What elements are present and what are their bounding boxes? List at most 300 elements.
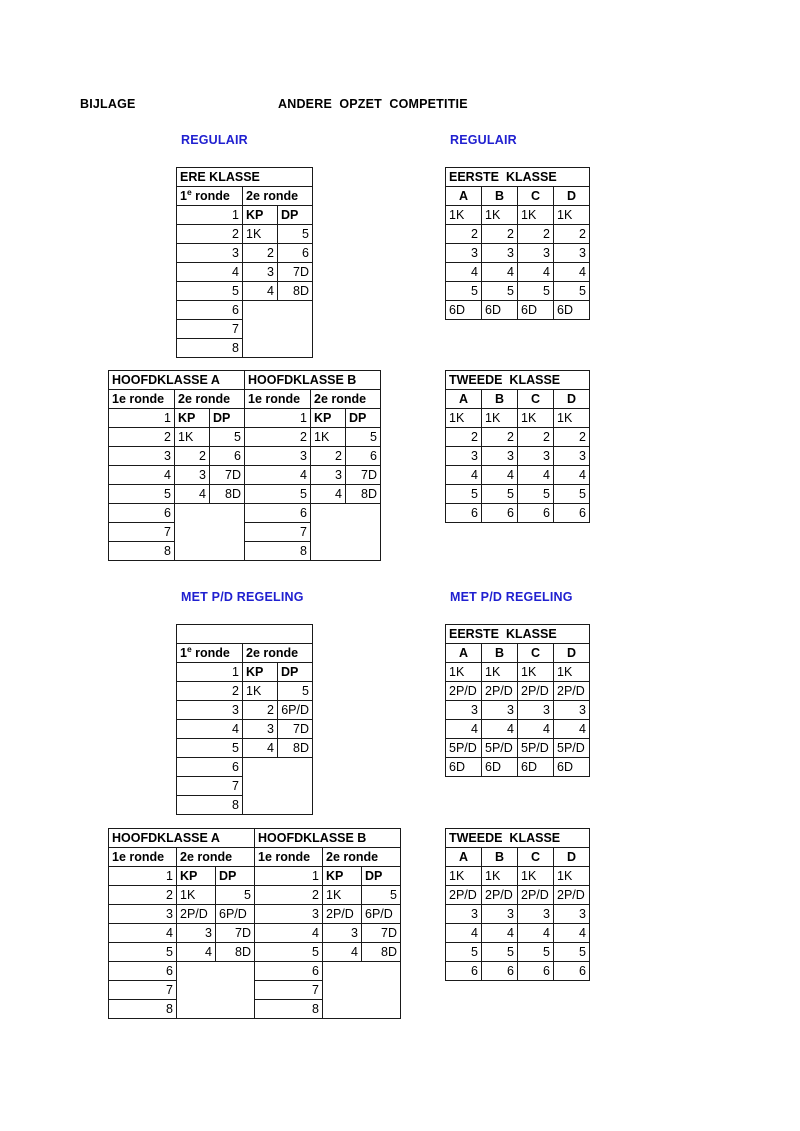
cell-c: 2P/D	[518, 682, 554, 701]
table-eerste-klasse	[445, 167, 590, 320]
cell-a: 6	[446, 962, 482, 981]
table-row-subhead	[177, 187, 313, 206]
table-row	[446, 867, 590, 886]
colheader-d: D	[554, 644, 590, 663]
cell-b: 5	[482, 943, 518, 962]
subheader-1e-ronde: 1e ronde	[177, 644, 243, 663]
cell-d: 2	[554, 428, 590, 447]
cell-kp-a: 2P/D	[177, 905, 216, 924]
cell-ronde1-a: 3	[109, 905, 177, 924]
cell-ronde1-b: 4	[255, 924, 323, 943]
table-row	[177, 225, 313, 244]
table-row	[446, 943, 590, 962]
cell-ronde1-a: 4	[109, 924, 177, 943]
cell-ronde1: 5	[177, 739, 243, 758]
colheader-kp: KP	[243, 663, 278, 682]
cell-b: 3	[482, 447, 518, 466]
cell-c: 4	[518, 263, 554, 282]
cell-c: 4	[518, 924, 554, 943]
cell-a: 3	[446, 244, 482, 263]
cell-ronde1-a: 8	[109, 542, 175, 561]
table-row	[109, 924, 401, 943]
table-row	[446, 409, 590, 428]
cell-d: 1K	[554, 206, 590, 225]
cell-b: 3	[482, 701, 518, 720]
cell-b: 4	[482, 263, 518, 282]
cell-b: 3	[482, 244, 518, 263]
table-row	[177, 282, 313, 301]
table-row	[109, 905, 401, 924]
table-title-ere-klasse: ERE KLASSE	[177, 168, 313, 187]
cell-kp: 1K	[243, 225, 278, 244]
cell-dp-a: 7D	[210, 466, 245, 485]
table-row	[109, 466, 381, 485]
cell-b: 5	[482, 485, 518, 504]
table-row-colheads	[446, 187, 590, 206]
table-row-colheads	[446, 390, 590, 409]
colheader-a: A	[446, 644, 482, 663]
table-row	[446, 428, 590, 447]
colheader-c: C	[518, 390, 554, 409]
cell-a: 5	[446, 943, 482, 962]
document-title: ANDERE OPZET COMPETITIE	[278, 97, 468, 111]
colheader-c: C	[518, 187, 554, 206]
cell-ronde1: 8	[177, 339, 243, 358]
cell-b: 4	[482, 720, 518, 739]
cell-a: 2P/D	[446, 886, 482, 905]
colheader-d: D	[554, 848, 590, 867]
cell-ronde1-b: 6	[245, 504, 311, 523]
table-row	[177, 206, 313, 225]
cell-ronde1-b: 3	[245, 447, 311, 466]
cell-d: 1K	[554, 409, 590, 428]
colheader-kp-a: KP	[175, 409, 210, 428]
cell-c: 6	[518, 504, 554, 523]
cell-ronde1-a: 5	[109, 943, 177, 962]
colheader-a: A	[446, 848, 482, 867]
table-row	[446, 466, 590, 485]
cell-ronde1-a: 2	[109, 428, 175, 447]
table-title-pd-hoofdklasse-b: HOOFDKLASSE B	[255, 829, 401, 848]
cell-a: 4	[446, 720, 482, 739]
table-row-title	[446, 829, 590, 848]
cell-ronde1-b: 7	[255, 981, 323, 1000]
cell-kp: 2	[243, 244, 278, 263]
cell-d: 2	[554, 225, 590, 244]
cell-d: 1K	[554, 867, 590, 886]
cell-kp-b: 3	[311, 466, 346, 485]
cell-b: 2P/D	[482, 886, 518, 905]
cell-c: 3	[518, 701, 554, 720]
colheader-b: B	[482, 390, 518, 409]
table-row	[446, 485, 590, 504]
table-row	[109, 943, 401, 962]
table-row-colheads	[446, 644, 590, 663]
cell-ronde1-a: 7	[109, 981, 177, 1000]
cell-ronde1-a: 8	[109, 1000, 177, 1019]
colheader-kp: KP	[243, 206, 278, 225]
cell-c: 1K	[518, 409, 554, 428]
cell-ronde1-b: 8	[255, 1000, 323, 1019]
cell-dp: 5	[278, 225, 313, 244]
subheader-1e-ronde-a: 1e ronde	[109, 848, 177, 867]
table-row	[446, 225, 590, 244]
cell-dp-a: 6P/D	[216, 905, 255, 924]
cell-dp-b: 5	[346, 428, 381, 447]
cell-a: 4	[446, 263, 482, 282]
cell-d: 1K	[554, 663, 590, 682]
table-row-title	[177, 168, 313, 187]
colheader-c: C	[518, 644, 554, 663]
subheader-2e-ronde: 2e ronde	[243, 187, 313, 206]
cell-kp: 3	[243, 720, 278, 739]
table-row	[446, 504, 590, 523]
cell-b: 2	[482, 225, 518, 244]
cell-kp: 4	[243, 282, 278, 301]
cell-ronde1-a: 1	[109, 409, 175, 428]
cell-a: 1K	[446, 663, 482, 682]
cell-d: 5	[554, 485, 590, 504]
cell-ronde1-b: 2	[255, 886, 323, 905]
cell-a: 3	[446, 447, 482, 466]
table-row	[446, 682, 590, 701]
cell-d: 4	[554, 263, 590, 282]
cell-kp-b: 4	[323, 943, 362, 962]
cell-c: 1K	[518, 663, 554, 682]
cell-b: 4	[482, 924, 518, 943]
cell-kp: 4	[243, 739, 278, 758]
cell-dp-a: 5	[210, 428, 245, 447]
cell-dp: 6	[278, 244, 313, 263]
table-row	[109, 428, 381, 447]
cell-kp-a: 1K	[177, 886, 216, 905]
cell-ronde1: 6	[177, 301, 243, 320]
table-row	[446, 924, 590, 943]
cell-d: 6D	[554, 758, 590, 777]
table-tweede-klasse	[445, 370, 590, 523]
bijlage-label: BIJLAGE	[80, 97, 136, 111]
table-title-pd-hoofdklasse-a: HOOFDKLASSE A	[109, 829, 255, 848]
subheader-2e-ronde-b: 2e ronde	[311, 390, 381, 409]
cell-empty-merged-a	[175, 504, 245, 561]
cell-d: 4	[554, 720, 590, 739]
cell-ronde1: 3	[177, 701, 243, 720]
cell-ronde1-b: 1	[255, 867, 323, 886]
cell-b: 1K	[482, 867, 518, 886]
cell-d: 4	[554, 924, 590, 943]
cell-c: 5P/D	[518, 739, 554, 758]
cell-b: 1K	[482, 663, 518, 682]
table-title-pd-ere-klasse	[177, 625, 313, 644]
colheader-dp: DP	[278, 206, 313, 225]
cell-dp-b: 7D	[362, 924, 401, 943]
cell-d: 3	[554, 701, 590, 720]
cell-dp-b: 8D	[346, 485, 381, 504]
cell-ronde1-b: 2	[245, 428, 311, 447]
cell-empty-merged-a	[177, 962, 255, 1019]
cell-ronde1-b: 3	[255, 905, 323, 924]
colheader-b: B	[482, 644, 518, 663]
table-row-title	[177, 625, 313, 644]
cell-ronde1-a: 3	[109, 447, 175, 466]
subheader-2e-ronde-a: 2e ronde	[177, 848, 255, 867]
cell-b: 6D	[482, 758, 518, 777]
cell-ronde1-b: 4	[245, 466, 311, 485]
cell-kp-b: 1K	[323, 886, 362, 905]
cell-b: 5	[482, 282, 518, 301]
table-row	[109, 867, 401, 886]
table-row	[109, 504, 381, 523]
cell-b: 2	[482, 428, 518, 447]
cell-ronde1-b: 7	[245, 523, 311, 542]
cell-d: 3	[554, 905, 590, 924]
subheader-1e-ronde-b: 1e ronde	[245, 390, 311, 409]
cell-c: 4	[518, 720, 554, 739]
cell-ronde1-a: 6	[109, 962, 177, 981]
subheader-1e-ronde-a: 1e ronde	[109, 390, 175, 409]
colheader-dp-a: DP	[210, 409, 245, 428]
section-heading-regulair-left: REGULAIR	[181, 133, 248, 147]
cell-b: 4	[482, 466, 518, 485]
cell-d: 3	[554, 447, 590, 466]
cell-kp-a: 2	[175, 447, 210, 466]
cell-kp-b: 2P/D	[323, 905, 362, 924]
colheader-b: B	[482, 848, 518, 867]
cell-d: 4	[554, 466, 590, 485]
cell-a: 4	[446, 466, 482, 485]
cell-d: 5	[554, 943, 590, 962]
cell-a: 1K	[446, 867, 482, 886]
table-row	[446, 886, 590, 905]
cell-c: 6D	[518, 301, 554, 320]
cell-dp: 7D	[278, 720, 313, 739]
cell-dp: 8D	[278, 739, 313, 758]
cell-kp-a: 4	[175, 485, 210, 504]
cell-kp: 1K	[243, 682, 278, 701]
table-row	[446, 282, 590, 301]
table-title-pd-tweede-klasse: TWEEDE KLASSE	[446, 829, 590, 848]
cell-a: 2	[446, 428, 482, 447]
cell-c: 2	[518, 428, 554, 447]
table-row	[446, 663, 590, 682]
cell-kp: 3	[243, 263, 278, 282]
table-row	[446, 758, 590, 777]
table-title-pd-eerste-klasse: EERSTE KLASSE	[446, 625, 590, 644]
table-row	[446, 301, 590, 320]
cell-c: 3	[518, 447, 554, 466]
cell-a: 3	[446, 701, 482, 720]
table-row	[446, 905, 590, 924]
cell-dp-a: 8D	[210, 485, 245, 504]
table-row	[446, 962, 590, 981]
table-row	[109, 485, 381, 504]
table-row-subhead	[177, 644, 313, 663]
cell-empty-merged-b	[311, 504, 381, 561]
table-row	[177, 739, 313, 758]
cell-a: 4	[446, 924, 482, 943]
cell-ronde1: 3	[177, 244, 243, 263]
cell-ronde1-a: 6	[109, 504, 175, 523]
cell-a: 1K	[446, 409, 482, 428]
cell-ronde1-a: 7	[109, 523, 175, 542]
table-title-hoofdklasse-a: HOOFDKLASSE A	[109, 371, 245, 390]
cell-ronde1: 7	[177, 777, 243, 796]
cell-a: 2P/D	[446, 682, 482, 701]
cell-a: 5	[446, 485, 482, 504]
colheader-d: D	[554, 187, 590, 206]
cell-b: 6	[482, 504, 518, 523]
cell-c: 1K	[518, 867, 554, 886]
cell-kp-a: 3	[175, 466, 210, 485]
cell-ronde1: 6	[177, 758, 243, 777]
cell-dp-b: 8D	[362, 943, 401, 962]
cell-d: 5	[554, 282, 590, 301]
cell-ronde1: 1	[177, 206, 243, 225]
colheader-c: C	[518, 848, 554, 867]
table-row	[177, 663, 313, 682]
cell-dp: 8D	[278, 282, 313, 301]
cell-a: 5P/D	[446, 739, 482, 758]
subheader-2e-ronde-a: 2e ronde	[175, 390, 245, 409]
table-row	[446, 720, 590, 739]
cell-a: 6	[446, 504, 482, 523]
table-row-subhead	[109, 390, 381, 409]
table-pd-hoofdklasse-ab	[108, 828, 401, 1019]
table-pd-eerste-klasse	[445, 624, 590, 777]
table-row	[109, 962, 401, 981]
cell-dp-a: 6	[210, 447, 245, 466]
cell-b: 6	[482, 962, 518, 981]
section-heading-pd-left: MET P/D REGELING	[181, 590, 304, 604]
cell-dp: 6P/D	[278, 701, 313, 720]
cell-ronde1-b: 1	[245, 409, 311, 428]
cell-ronde1: 1	[177, 663, 243, 682]
cell-kp-a: 3	[177, 924, 216, 943]
table-row	[177, 301, 313, 320]
table-row	[109, 447, 381, 466]
cell-empty-merged	[243, 301, 313, 358]
table-row	[446, 244, 590, 263]
cell-ronde1: 2	[177, 225, 243, 244]
cell-c: 5	[518, 282, 554, 301]
cell-b: 1K	[482, 409, 518, 428]
colheader-b: B	[482, 187, 518, 206]
cell-b: 1K	[482, 206, 518, 225]
table-title-eerste-klasse: EERSTE KLASSE	[446, 168, 590, 187]
cell-dp-b: 5	[362, 886, 401, 905]
cell-ronde1: 4	[177, 263, 243, 282]
cell-empty-merged-b	[323, 962, 401, 1019]
table-row	[177, 263, 313, 282]
table-row	[177, 682, 313, 701]
cell-a: 1K	[446, 206, 482, 225]
cell-kp-b: 3	[323, 924, 362, 943]
cell-ronde1: 5	[177, 282, 243, 301]
colheader-dp-a: DP	[216, 867, 255, 886]
cell-dp: 5	[278, 682, 313, 701]
cell-b: 5P/D	[482, 739, 518, 758]
cell-a: 6D	[446, 301, 482, 320]
table-pd-tweede-klasse	[445, 828, 590, 981]
cell-d: 5P/D	[554, 739, 590, 758]
subheader-2e-ronde: 2e ronde	[243, 644, 313, 663]
cell-dp-a: 8D	[216, 943, 255, 962]
table-row-title	[446, 625, 590, 644]
cell-ronde1-a: 4	[109, 466, 175, 485]
colheader-a: A	[446, 390, 482, 409]
cell-ronde1-a: 1	[109, 867, 177, 886]
table-row	[177, 720, 313, 739]
colheader-dp-b: DP	[346, 409, 381, 428]
cell-a: 2	[446, 225, 482, 244]
cell-c: 5	[518, 485, 554, 504]
cell-ronde1: 7	[177, 320, 243, 339]
cell-kp-b: 1K	[311, 428, 346, 447]
cell-ronde1-b: 5	[245, 485, 311, 504]
cell-b: 3	[482, 905, 518, 924]
table-row-title	[446, 168, 590, 187]
cell-ronde1: 2	[177, 682, 243, 701]
cell-ronde1-b: 8	[245, 542, 311, 561]
cell-ronde1-b: 5	[255, 943, 323, 962]
table-row	[446, 447, 590, 466]
table-row-title	[109, 371, 381, 390]
cell-dp-a: 5	[216, 886, 255, 905]
cell-dp-b: 6P/D	[362, 905, 401, 924]
table-row-title	[109, 829, 401, 848]
colheader-kp-a: KP	[177, 867, 216, 886]
colheader-kp-b: KP	[311, 409, 346, 428]
colheader-dp: DP	[278, 663, 313, 682]
cell-c: 1K	[518, 206, 554, 225]
table-pd-ere-klasse	[176, 624, 313, 815]
cell-b: 6D	[482, 301, 518, 320]
cell-dp-b: 6	[346, 447, 381, 466]
colheader-kp-b: KP	[323, 867, 362, 886]
cell-d: 6	[554, 504, 590, 523]
cell-kp-b: 4	[311, 485, 346, 504]
subheader-2e-ronde-b: 2e ronde	[323, 848, 401, 867]
table-title-hoofdklasse-b: HOOFDKLASSE B	[245, 371, 381, 390]
cell-kp: 2	[243, 701, 278, 720]
section-heading-pd-right: MET P/D REGELING	[450, 590, 573, 604]
cell-dp-b: 7D	[346, 466, 381, 485]
cell-a: 5	[446, 282, 482, 301]
table-ere-klasse	[176, 167, 313, 358]
cell-kp-a: 4	[177, 943, 216, 962]
table-title-tweede-klasse: TWEEDE KLASSE	[446, 371, 590, 390]
table-row-subhead	[109, 848, 401, 867]
table-row-title	[446, 371, 590, 390]
cell-kp-a: 1K	[175, 428, 210, 447]
cell-c: 2P/D	[518, 886, 554, 905]
colheader-dp-b: DP	[362, 867, 401, 886]
cell-c: 5	[518, 943, 554, 962]
cell-d: 2P/D	[554, 682, 590, 701]
table-row	[177, 244, 313, 263]
cell-c: 3	[518, 905, 554, 924]
cell-d: 2P/D	[554, 886, 590, 905]
cell-ronde1: 8	[177, 796, 243, 815]
subheader-1e-ronde: 1e ronde	[177, 187, 243, 206]
table-row	[446, 739, 590, 758]
cell-kp-b: 2	[311, 447, 346, 466]
table-row	[177, 758, 313, 777]
cell-dp: 7D	[278, 263, 313, 282]
cell-a: 6D	[446, 758, 482, 777]
table-row	[109, 886, 401, 905]
cell-ronde1: 4	[177, 720, 243, 739]
